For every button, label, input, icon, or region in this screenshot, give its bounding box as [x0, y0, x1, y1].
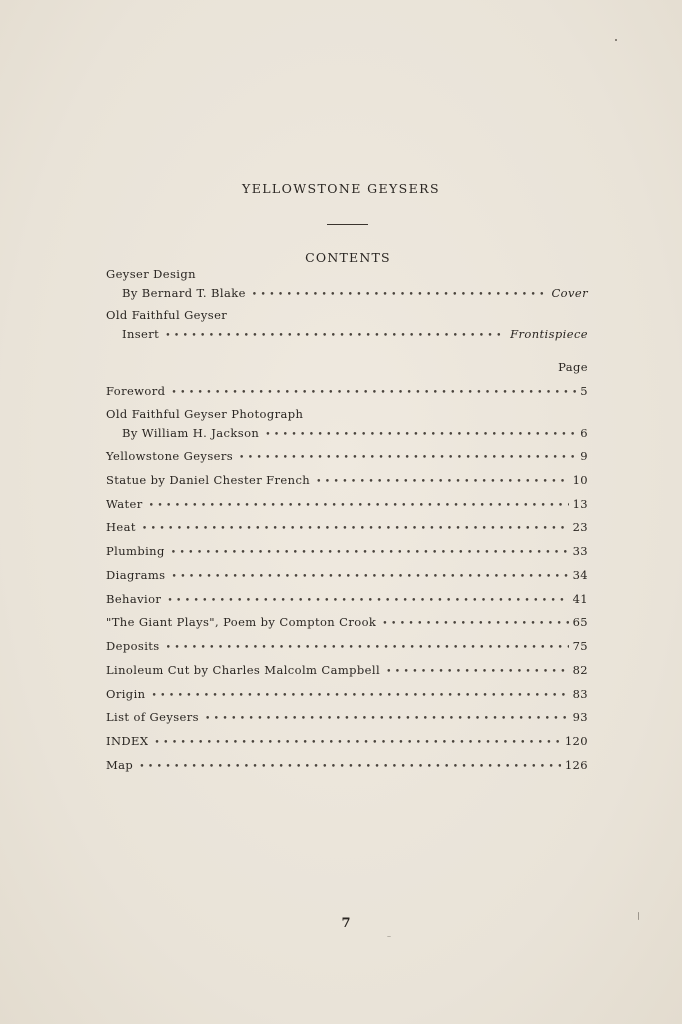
dot-leader — [154, 735, 560, 751]
toc-entry-title-line — [106, 307, 588, 323]
toc-entry-title: Map — [106, 758, 134, 772]
paper-speck — [615, 39, 617, 41]
toc-entry-title: Geyser Design — [106, 267, 196, 281]
toc-entry — [106, 519, 588, 537]
toc-entry-sub-line — [106, 285, 588, 303]
toc-entry — [106, 567, 588, 585]
toc-entry-title: Origin — [106, 687, 146, 701]
toc-entry-page: 23 — [572, 520, 588, 534]
dot-leader — [386, 664, 569, 680]
dot-leader — [316, 474, 568, 490]
toc-entry — [106, 757, 588, 775]
toc-entry-title: Yellowstone Geysers — [106, 449, 234, 463]
toc-entry — [106, 709, 588, 727]
dot-leader — [139, 759, 561, 775]
toc-entry — [106, 638, 588, 656]
toc-entry-page: 5 — [580, 384, 588, 398]
toc-entry-page: 33 — [572, 544, 588, 558]
toc-entry-page: 120 — [564, 734, 588, 748]
toc-entry-title: Water — [106, 497, 143, 511]
toc-entry — [106, 543, 588, 561]
title-divider — [327, 224, 368, 225]
dot-leader — [142, 521, 569, 537]
toc-entry — [106, 662, 588, 680]
toc-entry-page: 83 — [572, 687, 588, 701]
dot-leader — [205, 711, 569, 727]
toc-entry-title: Plumbing — [106, 544, 165, 558]
toc-entry-title: Diagrams — [106, 568, 166, 582]
toc-entry-page: 93 — [572, 710, 588, 724]
toc-entry-subtitle: By William H. Jackson — [122, 426, 260, 440]
dot-leader — [171, 545, 569, 561]
dot-leader — [149, 498, 569, 514]
toc-entry — [106, 686, 588, 704]
toc-entry-title: INDEX — [106, 734, 149, 748]
toc-entry-page: 34 — [572, 568, 588, 582]
toc-entry-subtitle: Insert — [122, 327, 160, 341]
toc-entry-page: Cover — [551, 286, 588, 300]
toc-entry-title: Foreword — [106, 384, 166, 398]
dot-leader — [165, 328, 506, 344]
toc-entry — [106, 496, 588, 514]
dot-leader — [239, 450, 576, 466]
dot-leader — [171, 385, 576, 401]
toc-entry-title: Deposits — [106, 639, 160, 653]
toc-entry-page: 9 — [580, 449, 588, 463]
toc-entry-page: 75 — [572, 639, 588, 653]
toc-entry — [106, 733, 588, 751]
dot-leader — [151, 688, 568, 704]
paper-speck — [387, 936, 391, 937]
toc-entry-title: Old Faithful Geyser Photograph — [106, 407, 304, 421]
dot-leader — [171, 569, 568, 585]
toc-entry-sub-line — [106, 326, 588, 344]
toc-entry-page: 41 — [572, 592, 588, 606]
toc-entry-page: 65 — [572, 615, 588, 629]
toc-entry-title-line — [106, 266, 588, 282]
toc-entry-page: Frontispiece — [510, 327, 588, 341]
page-column-heading: Page — [558, 360, 588, 374]
dot-leader — [167, 593, 568, 609]
book-title: YELLOWSTONE GEYSERS — [242, 181, 440, 196]
toc-entry-title: Statue by Daniel Chester French — [106, 473, 311, 487]
dot-leader — [265, 427, 576, 443]
toc-entry — [106, 591, 588, 609]
toc-entry — [106, 472, 588, 490]
toc-entry-old-faithful-geyser — [106, 307, 588, 344]
toc-entry-page: 6 — [580, 426, 588, 440]
toc-entry — [106, 448, 588, 466]
toc-entry-page: 126 — [564, 758, 588, 772]
dot-leader — [166, 640, 569, 656]
toc-entry-title: List of Geysers — [106, 710, 199, 724]
toc-entry-title: Old Faithful Geyser — [106, 308, 228, 322]
toc-entry-page: 13 — [572, 497, 588, 511]
toc-entry-subtitle: By Bernard T. Blake — [122, 286, 246, 300]
toc-entry-title: Behavior — [106, 592, 162, 606]
toc-entry-page: 82 — [572, 663, 588, 677]
toc-entry-title: Linoleum Cut by Charles Malcolm Campbell — [106, 663, 381, 677]
toc-entry-page: 10 — [572, 473, 588, 487]
dot-leader — [382, 616, 568, 632]
toc-entry — [106, 406, 588, 443]
contents-heading: CONTENTS — [305, 250, 391, 265]
paper-speck — [638, 912, 639, 920]
page-number: 7 — [341, 916, 351, 931]
toc-entry-title: Heat — [106, 520, 136, 534]
toc-entry — [106, 614, 588, 632]
dot-leader — [252, 287, 548, 303]
toc-entry-title: "The Giant Plays", Poem by Compton Crook — [106, 615, 377, 629]
toc-entry — [106, 383, 588, 401]
toc-entry-geyser-design — [106, 266, 588, 303]
